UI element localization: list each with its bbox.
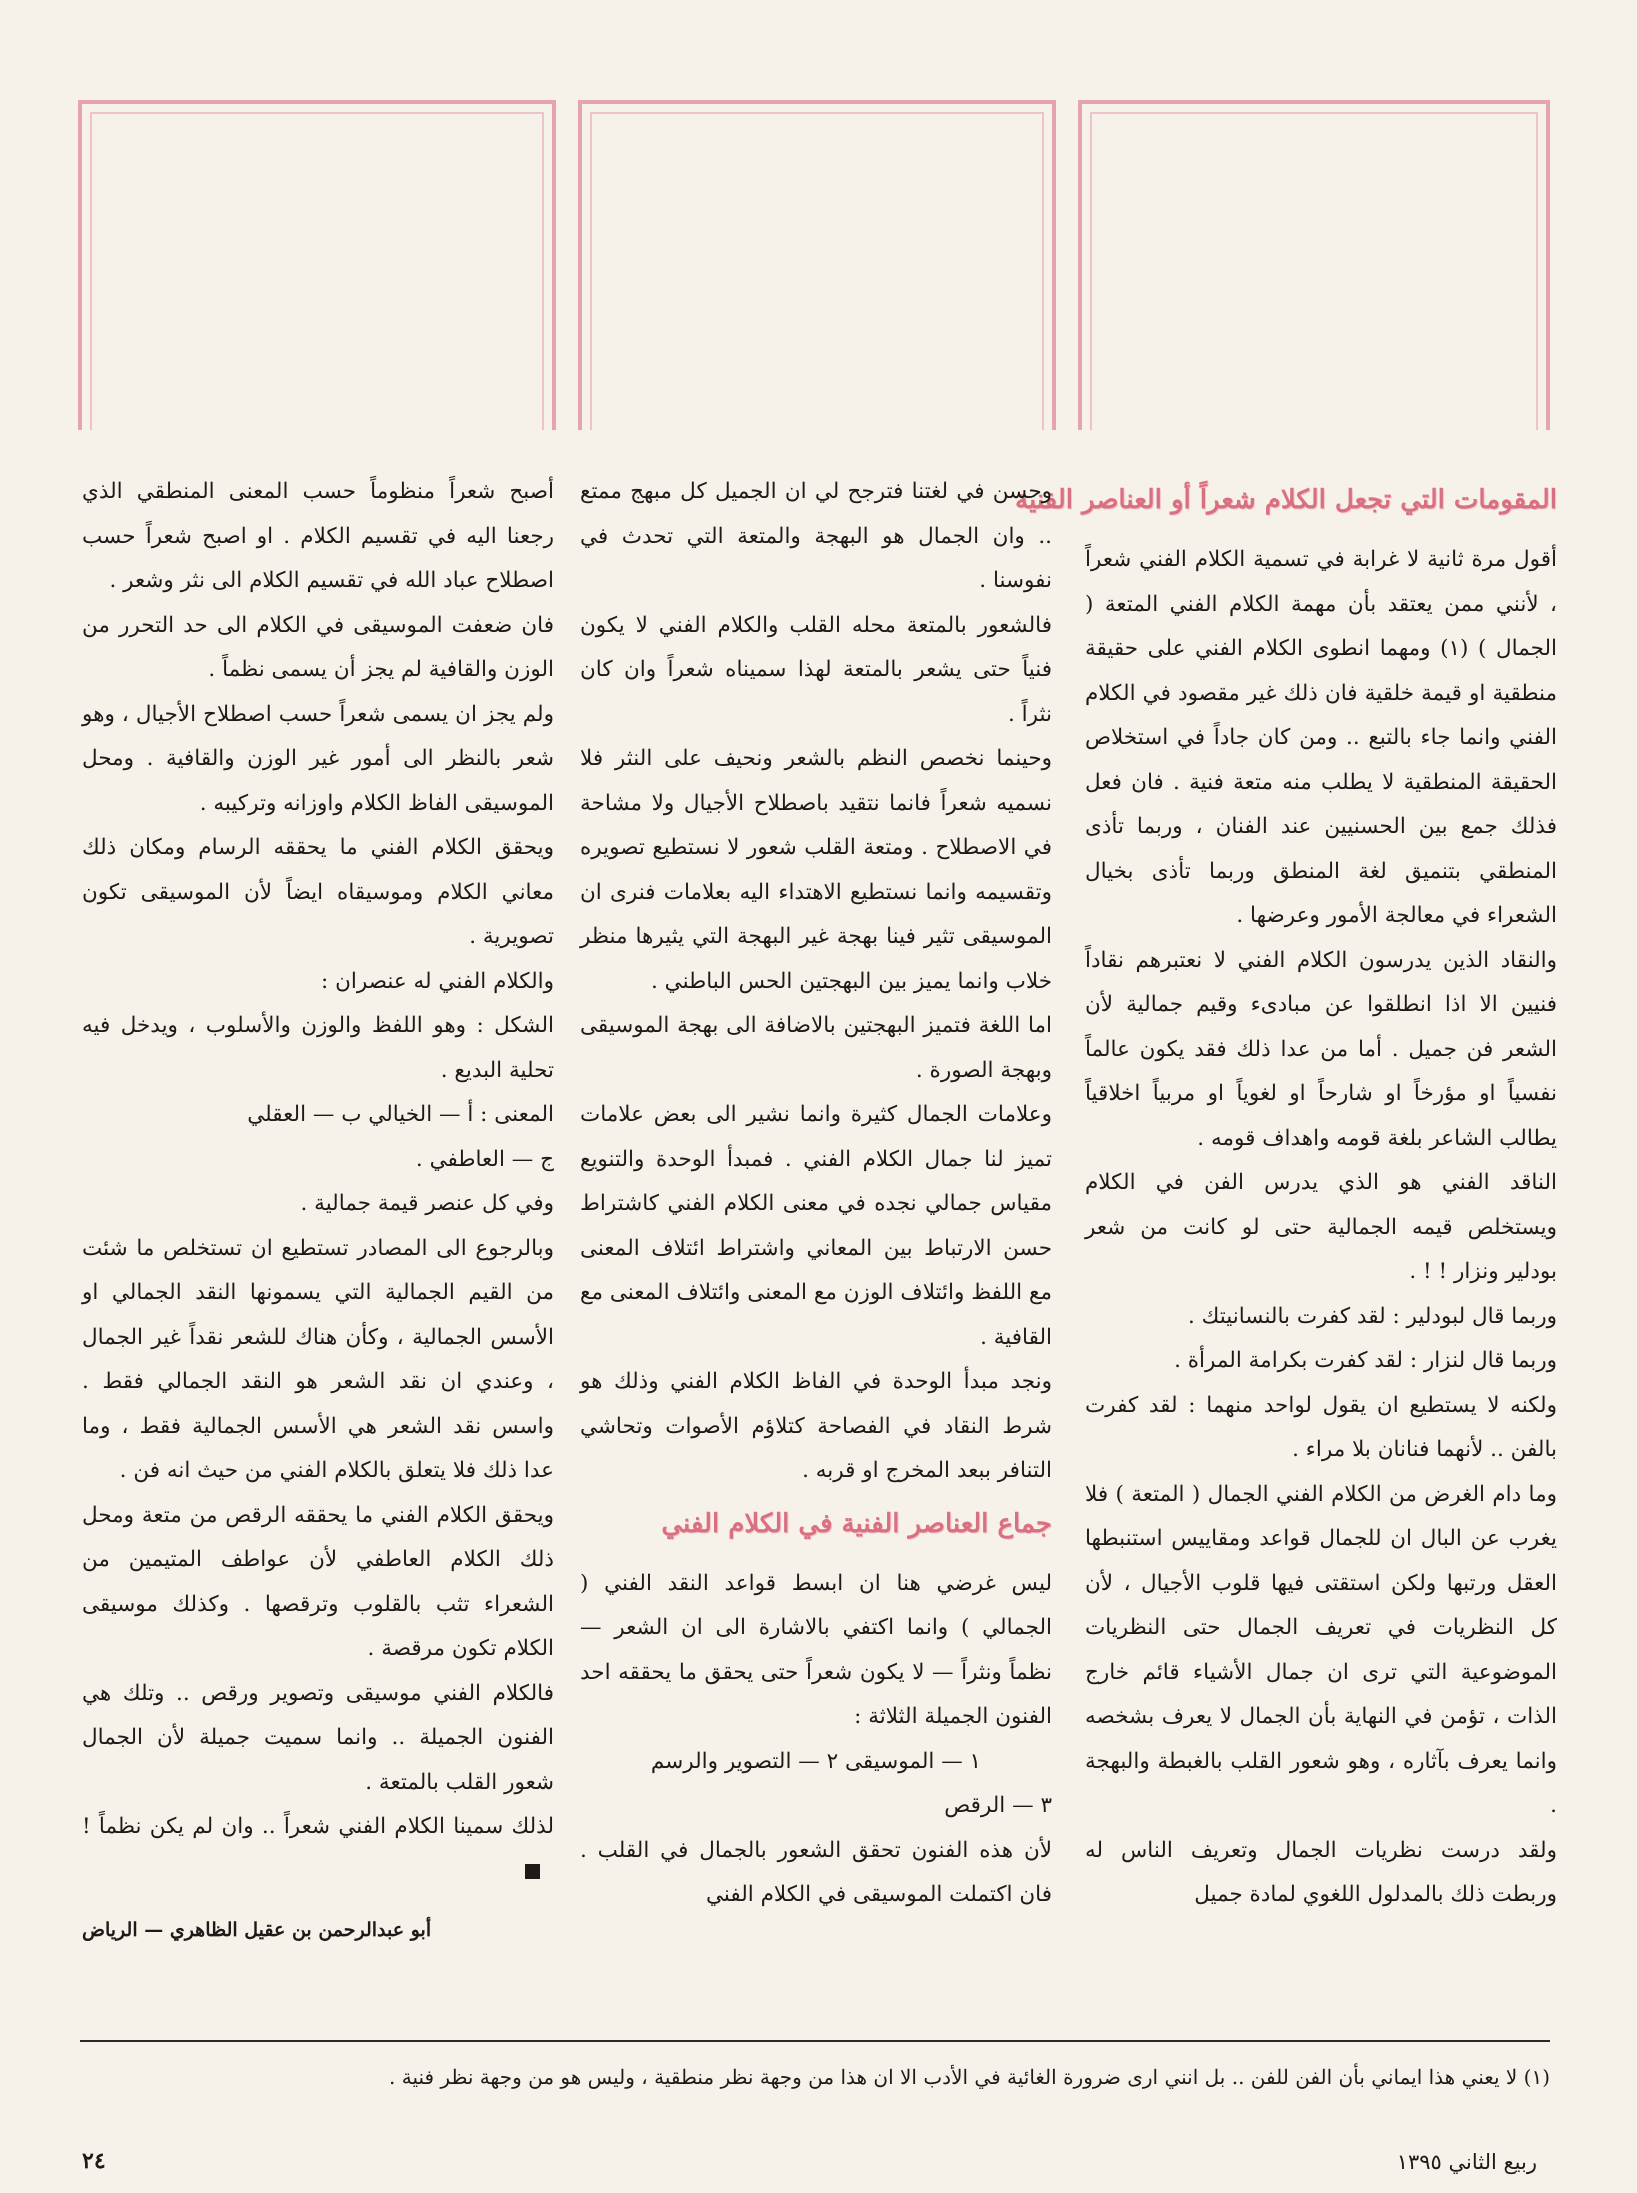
issue-date: ربيع الثاني ١٣٩٥ xyxy=(1396,2150,1537,2174)
paragraph: ولكنه لا يستطيع ان يقول لواحد منهما : لقد كفرت بالفن .. لأنهما فنانان بلا مراء . xyxy=(1085,1392,1557,1462)
image-frame-right xyxy=(1078,100,1550,430)
paragraph: وربما قال لبودلير : لقد كفرت بالنسانيتك . xyxy=(1187,1303,1557,1329)
paragraph: ويحقق الكلام الفني ما يحققه الرسام ومكان ذلك معاني الكلام وموسيقاه ايضاً لأن الموسيقى تكون تصويرية . xyxy=(82,835,554,949)
paragraph: ونجد مبدأ الوحدة في الفاظ الكلام الفني وذلك هو شرط النقاد في الفصاحة كتلاؤم الأصوات وتحاشي التنافر ببعد المخرج او قربه . xyxy=(580,1369,1052,1483)
image-frame-left xyxy=(78,100,556,430)
paragraph: وما دام الغرض من الكلام الفني الجمال ( المتعة ) فلا يغرب عن البال ان للجمال قواعد ومقاييس استنبطها العقل ورتبها ولكن استقتى فيها قلوب الأجيال ، لأن كل النظريات في تعريف الجمال حتى النظريات الموضوعية التي ترى ان جمال الأشياء قائم خارج الذات ، تؤمن في النهاية بأن الجمال لا يعرف بشخصه وانما يعرف بآثاره ، وهو شعور القلب بالغبطة والبهجة . xyxy=(1085,1481,1557,1818)
paragraph: فالشعور بالمتعة محله القلب والكلام الفني لا يكون فنياً حتى يشعر بالمتعة لهذا سميناه شعراً وان كان نثراً . xyxy=(580,612,1052,727)
paragraph: الشكل : وهو اللفظ والوزن والأسلوب ، ويدخل فيه تحلية البديع . xyxy=(82,1013,554,1083)
section-heading-summary: جماع العناصر الفنية في الكلام الفني xyxy=(661,1508,1052,1539)
paragraph: وحسن في لغتنا فترجح لي ان الجميل كل مبهج ممتع .. وان الجمال هو البهجة والمتعة التي تحدث في نفوسنا . xyxy=(580,479,1052,593)
paragraph: ويحقق الكلام الفني ما يحققه الرقص من متعة ومحل ذلك الكلام العاطفي لأن عواطف المتيمين من الشعراء تثب بالقلوب وترقصها . وكذلك موسيقى الكلام تكون مرقصة . xyxy=(82,1502,554,1661)
column-middle xyxy=(580,470,1052,2030)
image-frame-middle xyxy=(578,100,1056,430)
footnote-divider xyxy=(80,2040,1550,2042)
column-right xyxy=(1015,470,1557,2030)
closing-paragraph xyxy=(82,1805,554,1894)
paragraph: والكلام الفني له عنصران : xyxy=(321,968,554,994)
paragraph: لأن هذه الفنون تحقق الشعور بالجمال في القلب . فان اكتملت الموسيقى في الكلام الفني xyxy=(580,1837,1052,1907)
paragraph: فالكلام الفني موسيقى وتصوير ورقص .. وتلك هي الفنون الجميلة .. وانما سميت جميلة لأن الجمال شعور القلب بالمتعة . xyxy=(82,1680,554,1795)
author-signature: أبو عبدالرحمن بن عقيل الظاهري — الرياض xyxy=(82,1919,432,1941)
paragraph: أصبح شعراً منظوماً حسب المعنى المنطقي الذي رجعنا اليه في تقسيم الكلام . او اصبح شعراً حسب اصطلاح عباد الله في تقسيم الكلام الى نثر وشعر . xyxy=(82,479,554,593)
paragraph: أقول مرة ثانية لا غرابة في تسمية الكلام الفني شعراً ، لأنني ممن يعتقد بأن مهمة الكلام الفني المتعة ( الجمال ) (١) ومهما انطوى الكلام الفني على حقيقة منطقية او قيمة خلقية فان ذلك غير مقصود في الكلام الفني وانما جاء بالتبع .. ومن كان جاداً في استخلاص الحقيقة المنطقية لا يطلب منه متعة فنية . فان فعل فذلك جمع بين الحسنيين عند الفنان ، وربما تأذى المنطقي بتنميق لغة المنطق وربما تأذى بخيال الشعراء في معالجة الأمور وعرضها . xyxy=(1085,547,1557,928)
paragraph: والنقاد الذين يدرسون الكلام الفني لا نعتبرهم نقاداً فنيين الا اذا انطلقوا عن مبادىء وقيم جمالية لأن الشعر فن جميل . أما من عدا ذلك فقد يكون عالماً نفسياً او مؤرخاً او شارحاً او لغوياً او مربياً اخلاقياً يطالب الشاعر بلغة قومه واهداف قومه . xyxy=(1085,947,1557,1151)
paragraph: ليس غرضي هنا ان ابسط قواعد النقد الفني ( الجمالي ) وانما اكتفي بالاشارة الى ان الشعر — نظماً ونثراً — لا يكون شعراً حتى يحقق ما يحققه احد الفنون الجميلة الثلاثة : xyxy=(580,1570,1052,1729)
footnote: (١) لا يعني هذا ايماني بأن الفن للفن .. بل انني ارى ضرورة الغائية في الأدب الا ان هذا من وجهة نظر منطقية ، وليس هو من وجهة نظر فنية . xyxy=(389,2065,1550,2089)
end-mark-square xyxy=(525,1864,540,1879)
paragraph: ولقد درست نظريات الجمال وتعريف الناس له وربطت ذلك بالمدلول اللغوي لمادة جميل xyxy=(1085,1837,1557,1907)
list-line: ٣ — الرقص xyxy=(944,1793,1052,1818)
paragraph: اما اللغة فتميز البهجتين بالاضافة الى بهجة الموسيقى وبهجة الصورة . xyxy=(580,1013,1052,1083)
paragraph: وحينما نخصص النظم بالشعر ونحيف على النثر فلا نسميه شعراً فانما نتقيد باصطلاح الأجيال ولا مشاحة في الاصطلاح . ومتعة القلب شعور لا نستطيع تصويره وتقسيمه وانما نستطيع الاهتداء اليه بعلامات فنرى ان الموسيقى تثير فينا بهجة غير البهجة التي يثيرها منظر خلاب وانما يميز بين البهجتين الحس الباطني . xyxy=(580,746,1052,994)
page-number: ٢٤ xyxy=(82,2148,106,2174)
paragraph: ولم يجز ان يسمى شعراً حسب اصطلاح الأجيال ، وهو شعر بالنظر الى أمور غير الوزن والقافية . ومحل الموسيقى الفاظ الكلام واوزانه وتركيبه . xyxy=(82,701,554,816)
paragraph: وعلامات الجمال كثيرة وانما نشير الى بعض علامات تميز لنا جمال الكلام الفني . فمبدأ الوحدة والتنويع مقياس جمالي نجده في معنى الكلام الفني كاشتراط حسن الارتباط بين المعاني واشتراط ائتلاف المعنى مع اللفظ وائتلاف الوزن مع المعنى وائتلاف المعنى مع القافية . xyxy=(580,1102,1052,1350)
paragraph: وبالرجوع الى المصادر تستطيع ان تستخلص ما شئت من القيم الجمالية التي يسمونها النقد الجمالي او الأسس الجمالية ، وكأن هناك للشعر نقداً غير الجمال ، وعندي ان نقد الشعر هو النقد الجمالي فقط . واسس نقد الشعر هي الأسس الجمالية فقط ، وما عدا ذلك فلا يتعلق بالكلام الفني من حيث انه فن . xyxy=(82,1235,554,1483)
paragraph: وربما قال لنزار : لقد كفرت بكرامة المرأة . xyxy=(1174,1348,1557,1373)
column-left xyxy=(82,470,554,2030)
list-line: ١ — الموسيقى ٢ — التصوير والرسم xyxy=(650,1748,982,1774)
paragraph: المعنى : أ — الخيالي ب — العقلي xyxy=(247,1102,554,1127)
paragraph: فان ضعفت الموسيقى في الكلام الى حد التحرر من الوزن والقافية لم يجز أن يسمى نظماً . xyxy=(82,612,554,682)
paragraph: وفي كل عنصر قيمة جمالية . xyxy=(300,1191,554,1216)
paragraph: الناقد الفني هو الذي يدرس الفن في الكلام ويستخلص قيمه الجمالية حتى لو كانت من شعر بودلير ونزار ! ! . xyxy=(1085,1170,1557,1284)
section-heading-elements: المقومات التي تجعل الكلام شعراً أو العناصر الفنية xyxy=(1015,485,1557,515)
closing-text: لذلك سمينا الكلام الفني شعراً .. وان لم يكن نظماً ! xyxy=(82,1814,554,1839)
paragraph: ج — العاطفي . xyxy=(415,1146,554,1172)
